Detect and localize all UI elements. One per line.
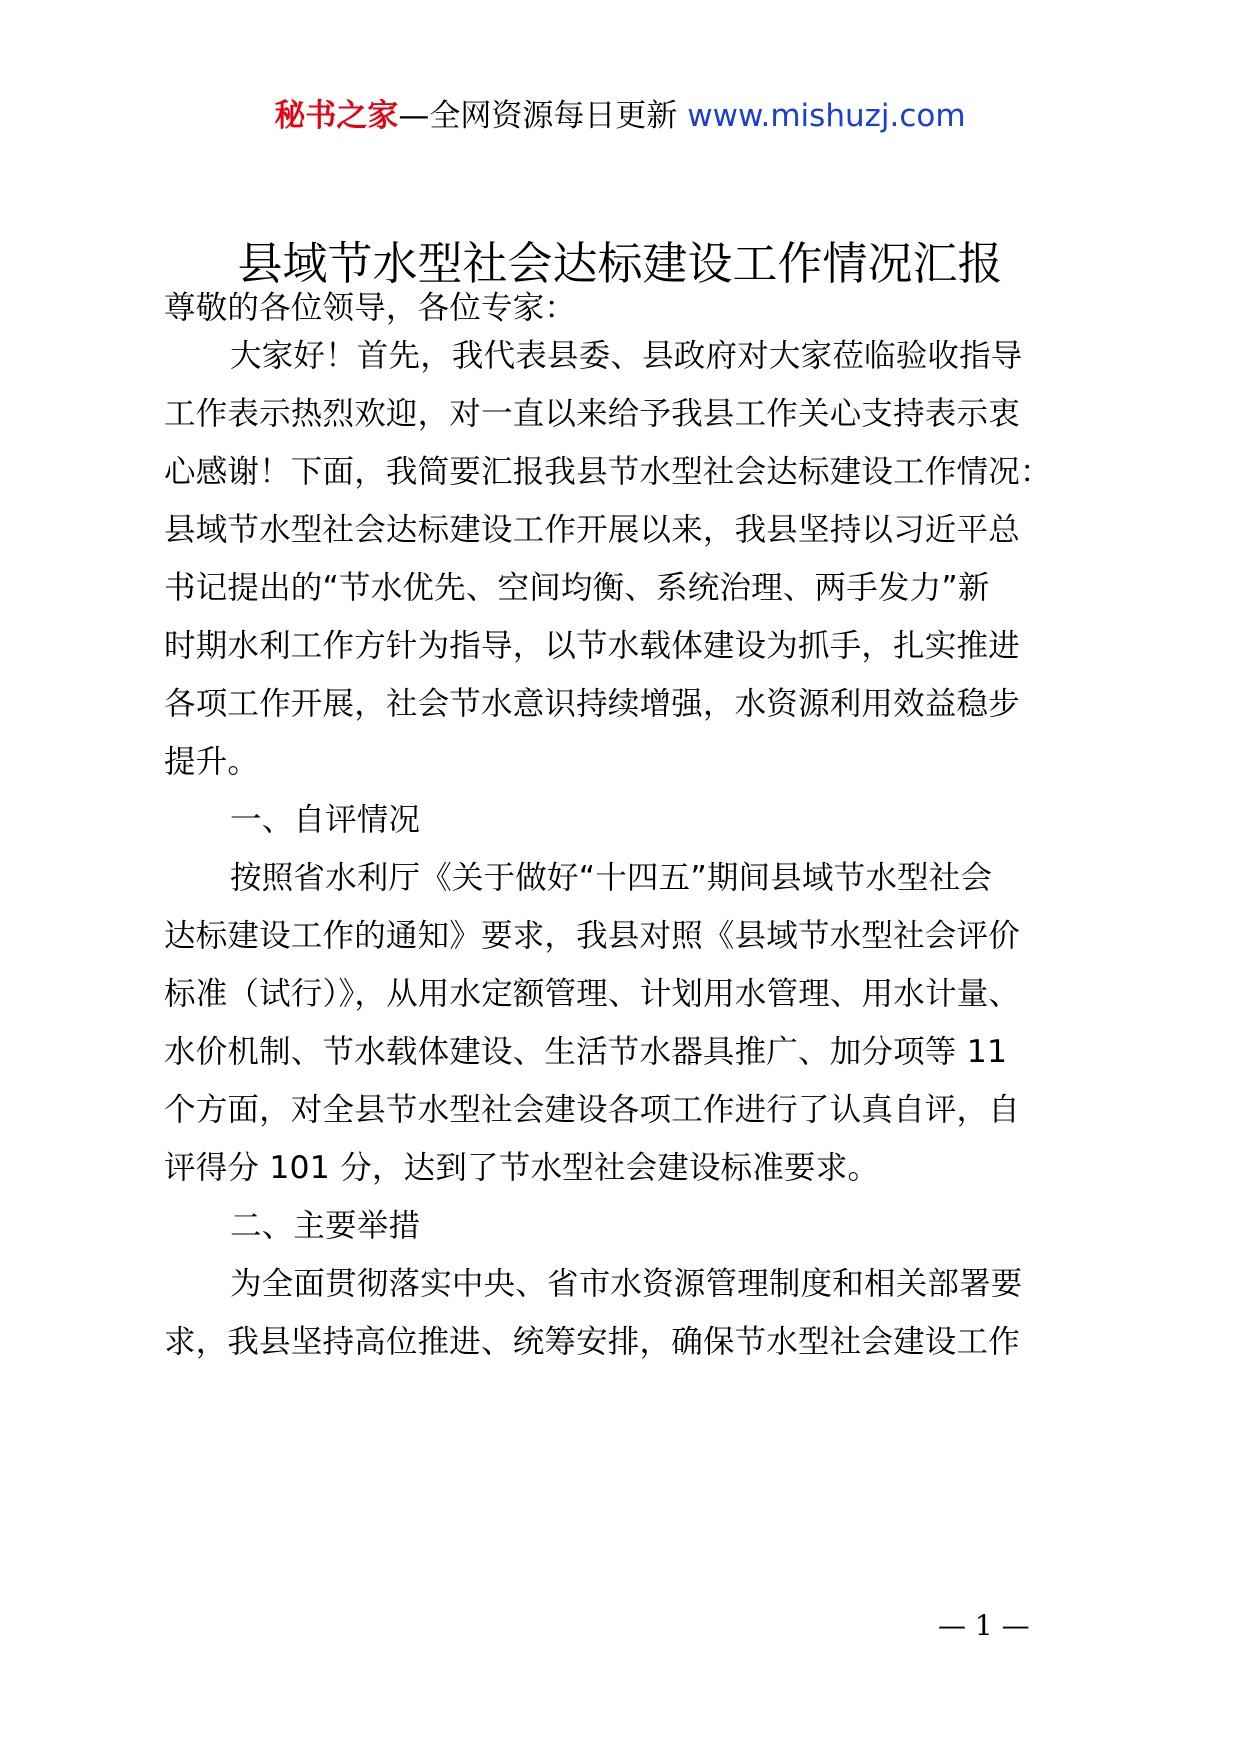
paragraph-line: 达标建设工作的通知》要求，我县对照《县域节水型社会评价: [164, 918, 1020, 954]
paragraph-line: 工作表示热烈欢迎，对一直以来给予我县工作关心支持表示衷: [164, 396, 1020, 432]
paragraph-line: 水价机制、节水载体建设、生活节水器具推广、加分项等 11: [164, 1034, 1008, 1070]
site-tagline: —全网资源每日更新: [398, 98, 678, 134]
site-header: [0, 96, 1240, 136]
paragraph-line: 县域节水型社会达标建设工作开展以来，我县坚持以习近平总: [164, 512, 1020, 548]
paragraph-line: 标准（试行）》，从用水定额管理、计划用水管理、用水计量、: [164, 976, 1021, 1012]
paragraph-line: 按照省水利厅《关于做好“十四五”期间县域节水型社会: [230, 860, 993, 896]
site-url-link[interactable]: www.mishuzj.com: [687, 98, 966, 134]
salutation: 尊敬的各位领导，各位专家：: [164, 290, 577, 326]
site-brand: 秘书之家: [274, 98, 399, 134]
paragraph-line: 各项工作开展，社会节水意识持续增强，水资源利用效益稳步: [164, 686, 1020, 722]
paragraph-line: 为全面贯彻落实中央、省市水资源管理制度和相关部署要: [230, 1266, 1023, 1302]
paragraph-line: 提升。: [164, 744, 260, 780]
document-title: 县域节水型社会达标建设工作情况汇报: [237, 237, 1003, 290]
section-heading: 二、主要举措: [230, 1208, 421, 1244]
paragraph-line: 求，我县坚持高位推进、统筹安排，确保节水型社会建设工作: [164, 1324, 1020, 1360]
paragraph-line: 时期水利工作方针为指导，以节水载体建设为抓手，扎实推进: [164, 628, 1020, 664]
paragraph-line: 个方面，对全县节水型社会建设各项工作进行了认真自评，自: [164, 1092, 1020, 1128]
page-number-text: — 1 —: [938, 1609, 1030, 1642]
paragraph-line: 大家好！首先，我代表县委、县政府对大家莅临验收指导: [230, 338, 1023, 374]
paragraph-line: 书记提出的“节水优先、空间均衡、系统治理、两手发力”新: [164, 570, 990, 606]
section-heading: 一、自评情况: [230, 802, 421, 838]
paragraph-line: 心感谢！下面，我简要汇报我县节水型社会达标建设工作情况：: [164, 454, 1052, 490]
paragraph-line: 评得分 101 分，达到了节水型社会建设标准要求。: [164, 1150, 880, 1186]
